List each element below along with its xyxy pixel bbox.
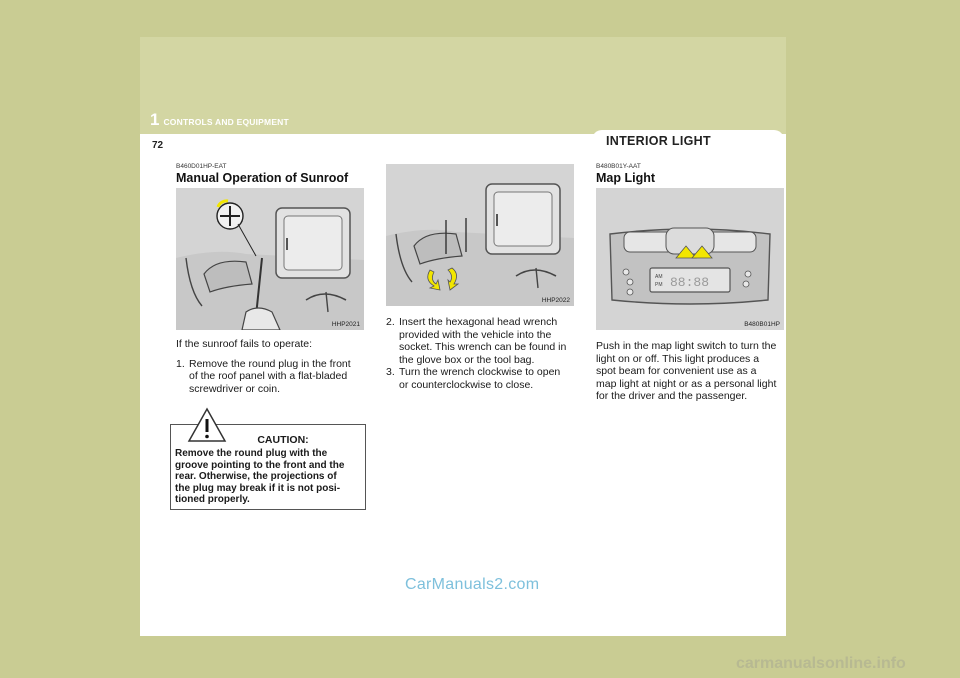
sunroof-figure-2 (386, 164, 574, 306)
step-number: 3. (386, 366, 395, 378)
step-line: or counterclockwise to close. (399, 378, 534, 391)
sunroof-step-2 (386, 316, 576, 366)
map-light-line: Push in the map light switch to turn the (596, 340, 777, 352)
sunroof-step-3 (386, 366, 576, 391)
sunroof-plug-illustration (176, 188, 364, 330)
sunroof-code: B460D01HP-EAT (176, 163, 227, 170)
step-number: 1. (176, 357, 185, 370)
caution-line: groove pointing to the front and the (175, 459, 345, 471)
column-map-light (596, 163, 786, 403)
caution-line: tioned properly. (175, 494, 250, 506)
step-line: provided with the vehicle into the (399, 328, 552, 341)
caution-line: rear. Otherwise, the projections of (175, 471, 337, 483)
map-light-illustration (596, 188, 784, 330)
warning-triangle-icon (187, 407, 227, 443)
sunroof-intro: If the sunroof fails to operate: (176, 338, 312, 350)
step-line: the glove box or the tool bag. (399, 353, 535, 366)
chapter-title: CONTROLS AND EQUIPMENT (163, 117, 289, 127)
map-light-figure (596, 188, 784, 330)
map-light-heading: Map Light (596, 171, 656, 185)
page-number: 72 (152, 140, 164, 151)
caution-text (175, 448, 361, 506)
column-sunroof-continued (386, 164, 576, 391)
map-light-code: B480B01Y-AAT (596, 163, 641, 170)
section-title: INTERIOR LIGHT (606, 134, 711, 148)
sunroof-heading: Manual Operation of Sunroof (176, 171, 349, 185)
sunroof-figure-1-code: HHP2021 (331, 321, 360, 328)
column-sunroof (176, 163, 366, 395)
watermark-carmanuals2[interactable]: CarManuals2.com (405, 576, 540, 593)
clock-am-label: AM (655, 274, 663, 280)
step-line: of the roof panel with a flat-bladed (189, 370, 348, 382)
map-light-line: light on or off. This light produces a (596, 352, 760, 365)
map-light-figure-code: B480B01HP (744, 321, 780, 328)
clock-digits: 88:88 (670, 275, 710, 290)
left-margin-band (0, 134, 140, 678)
caution-box (170, 424, 366, 510)
map-light-line: spot beam for convenient use as a (596, 365, 757, 377)
sunroof-step-1 (176, 358, 366, 396)
map-light-line: for the driver and the passenger. (596, 390, 748, 402)
step-line: Turn the wrench clockwise to open (399, 366, 561, 378)
caution-line: Remove the round plug with the (175, 448, 328, 459)
chapter-number: 1 (150, 110, 160, 129)
sunroof-figure-2-code: HHP2022 (541, 297, 570, 304)
step-line: Remove the round plug in the front (189, 357, 351, 370)
sunroof-wrench-illustration (386, 164, 574, 306)
watermark-carmanualsonline[interactable]: carmanualsonline.info (736, 655, 906, 672)
chapter-header (150, 110, 289, 130)
step-line: Insert the hexagonal head wrench (399, 316, 558, 328)
right-margin-band (786, 134, 960, 678)
step-number: 2. (386, 316, 395, 328)
map-light-line: map light at night or as a personal light (596, 377, 777, 390)
map-light-description (596, 340, 786, 403)
caution-title: CAUTION: (257, 434, 309, 446)
sunroof-figure-1 (176, 188, 364, 330)
clock-pm-label: PM (655, 282, 663, 288)
step-line: screwdriver or coin. (189, 382, 281, 395)
step-line: socket. This wrench can be found in (399, 341, 567, 353)
caution-line: the plug may break if it is not posi- (175, 482, 341, 494)
